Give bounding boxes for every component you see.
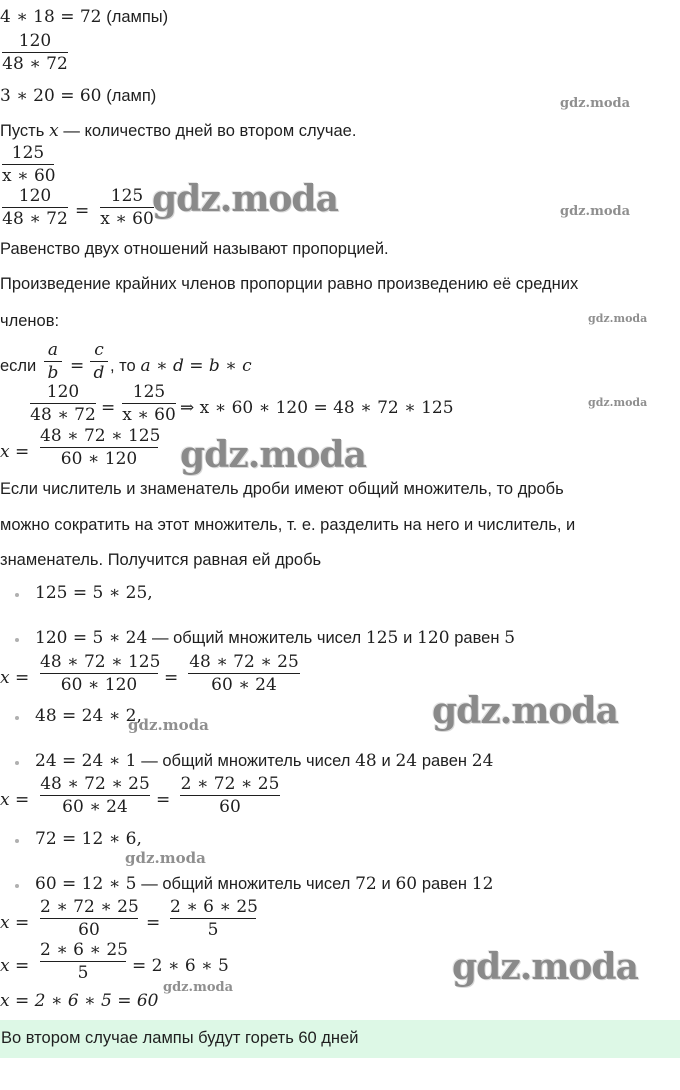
watermark: gdz.moda	[163, 980, 234, 995]
fraction-bar	[2, 52, 68, 53]
numerator: 125	[110, 186, 144, 206]
text: — общий множитель чисел	[141, 752, 351, 770]
bullet-dot	[15, 716, 19, 720]
watermark: gdz.moda	[452, 946, 638, 988]
proportion-definition: Равенство двух отношений называют пропорцией.	[0, 240, 389, 258]
denominator: 60 ∗ 120	[60, 449, 138, 469]
denominator: x ∗ 60	[100, 209, 154, 229]
equals-sign: =	[164, 668, 179, 688]
fraction-4	[100, 186, 154, 229]
cross-multiplication: ⇒ x ∗ 60 ∗ 120 = 48 ∗ 72 ∗ 125	[180, 398, 454, 418]
fraction-bar	[2, 207, 68, 208]
math-expr: a ∗ d = b ∗ c	[140, 356, 252, 376]
numerator: a	[47, 340, 59, 360]
text: и	[403, 629, 413, 647]
fraction-bar	[40, 961, 126, 962]
x-equals: x =	[0, 956, 30, 976]
numerator: 125	[132, 382, 166, 402]
text: — общий множитель чисел	[141, 875, 351, 893]
denominator: b	[47, 363, 59, 383]
denominator: 5	[207, 920, 219, 940]
math-expr: 60 = 12 ∗ 5	[35, 874, 137, 894]
fraction-6	[122, 382, 176, 425]
bullet-dot	[15, 884, 19, 888]
watermark: gdz.moda	[432, 690, 618, 732]
x-equals: x =	[0, 790, 30, 810]
numerator: 48 ∗ 72 ∗ 25	[40, 774, 150, 794]
variable: x	[49, 121, 59, 141]
bullet-item: 72 = 12 ∗ 6,	[35, 829, 142, 849]
bullet-dot	[15, 839, 19, 843]
math-expr: 4 ∗ 18 = 72	[0, 7, 102, 27]
numerator: 2 ∗ 72 ∗ 25	[40, 897, 139, 917]
fraction-c-d	[90, 340, 108, 383]
fraction-bar	[122, 403, 176, 404]
fraction-bar	[100, 207, 154, 208]
reduction-rule-line-3: знаменатель. Получится равная ей дробь	[0, 551, 322, 569]
fraction-12	[40, 897, 138, 940]
fraction-bar	[170, 918, 256, 919]
number: 12	[471, 874, 494, 894]
fraction-bar	[40, 795, 150, 796]
denominator: 5	[77, 963, 89, 983]
numerator: 120	[46, 382, 80, 402]
fraction-bar	[188, 673, 300, 674]
bullet-item: 48 = 24 ∗ 2,	[35, 706, 142, 726]
final-result: x = 2 ∗ 6 ∗ 5 = 60	[0, 991, 159, 1011]
reduction-rule-line-1: Если числитель и знаменатель дроби имеют общий множитель, то дробь	[0, 480, 564, 498]
answer-text: Во втором случае лампы будут гореть 60 дней	[1, 1029, 359, 1047]
x-equals: x =	[0, 913, 30, 933]
math-expr: 24 = 24 ∗ 1	[35, 751, 137, 771]
equals-sign: =	[156, 790, 171, 810]
text: равен	[454, 629, 500, 647]
watermark: gdz.moda	[560, 204, 631, 219]
fraction-9	[188, 652, 300, 695]
equals-sign: =	[101, 398, 116, 418]
bullet-item	[35, 627, 515, 649]
watermark: gdz.moda	[588, 312, 648, 325]
line-let-x	[0, 120, 356, 142]
bullet-item	[35, 873, 493, 895]
numerator: 48 ∗ 72 ∗ 25	[189, 652, 299, 672]
numerator: 120	[18, 186, 52, 206]
fraction-bar	[40, 918, 138, 919]
numerator: 2 ∗ 6 ∗ 25	[40, 940, 128, 960]
denominator: 60 ∗ 24	[211, 675, 277, 695]
fraction-bar	[40, 447, 158, 448]
fraction-a-b	[44, 340, 62, 383]
fraction-5	[30, 382, 96, 425]
equals-sign: =	[75, 201, 90, 221]
watermark: gdz.moda	[125, 849, 206, 867]
number: 72	[355, 874, 377, 894]
fraction-bar	[44, 361, 62, 362]
math-expr: 120 = 5 ∗ 24	[35, 628, 148, 648]
denominator: 60	[219, 797, 241, 817]
fraction-bar	[2, 164, 54, 165]
text: если	[0, 357, 37, 375]
fraction-7	[40, 426, 161, 469]
fraction-14	[40, 940, 126, 983]
number: 5	[504, 628, 516, 648]
denominator: 60	[78, 920, 100, 940]
text: (ламп)	[106, 87, 157, 105]
text: — общий множитель чисел	[152, 629, 362, 647]
text: и	[381, 752, 391, 770]
denominator: x ∗ 60	[122, 405, 176, 425]
math-expr: = 2 ∗ 6 ∗ 5	[132, 956, 229, 976]
bullet-item: 125 = 5 ∗ 25,	[35, 583, 153, 603]
denominator: 48 ∗ 72	[2, 54, 68, 74]
text: и	[381, 875, 391, 893]
text: — количество дней во втором случае.	[63, 122, 357, 140]
text: Пусть	[0, 122, 45, 140]
denominator: d	[93, 363, 105, 383]
denominator: x ∗ 60	[2, 166, 56, 186]
equals-sign: =	[70, 356, 85, 376]
numerator: 2 ∗ 72 ∗ 25	[180, 774, 280, 794]
numerator: 125	[11, 143, 45, 163]
numerator: c	[94, 340, 104, 360]
math-expr: 3 ∗ 20 = 60	[0, 86, 102, 106]
bullet-dot	[15, 638, 19, 642]
number: 24	[395, 751, 418, 771]
equals-sign: =	[146, 913, 161, 933]
watermark: gdz.moda	[588, 396, 648, 409]
line-lamps-1	[0, 6, 168, 28]
x-equals: x =	[0, 442, 30, 462]
denominator: 48 ∗ 72	[30, 405, 96, 425]
bullet-dot	[15, 593, 19, 597]
text: равен	[421, 752, 468, 770]
fraction-3	[2, 186, 68, 229]
number: 24	[471, 751, 494, 771]
denominator: 48 ∗ 72	[2, 209, 68, 229]
fraction-bar	[30, 403, 96, 404]
fraction-bar	[180, 795, 280, 796]
fraction-2	[2, 143, 54, 186]
if-then	[110, 355, 252, 377]
fraction-1	[2, 31, 68, 74]
bullet-item	[35, 750, 493, 772]
answer-box	[0, 1020, 680, 1058]
number: 60	[395, 874, 418, 894]
denominator: 60 ∗ 120	[60, 675, 138, 695]
number: 125	[365, 628, 399, 648]
text: (лампы)	[106, 8, 169, 26]
proportion-rule-line-2: членов:	[0, 312, 60, 330]
line-lamps-2	[0, 85, 156, 107]
watermark: gdz.moda	[180, 434, 366, 476]
x-equals: x =	[0, 668, 30, 688]
reduction-rule-line-2: можно сократить на этот множитель, т. е. разделить на него и числитель, и	[0, 516, 576, 534]
fraction-11	[180, 774, 280, 817]
watermark: gdz.moda	[152, 178, 338, 220]
bullet-dot	[15, 761, 19, 765]
text: , то	[110, 357, 136, 375]
fraction-8	[40, 652, 161, 695]
fraction-bar	[40, 673, 158, 674]
denominator: 60 ∗ 24	[62, 797, 128, 817]
watermark: gdz.moda	[560, 96, 631, 111]
proportion-rule-line-1: Произведение крайних членов пропорции равно произведению её средних	[0, 275, 579, 293]
numerator: 48 ∗ 72 ∗ 125	[40, 426, 161, 446]
fraction-13	[170, 897, 256, 940]
fraction-bar	[90, 361, 108, 362]
number: 120	[417, 628, 450, 648]
watermark: gdz.moda	[128, 716, 209, 734]
numerator: 2 ∗ 6 ∗ 25	[170, 897, 258, 917]
numerator: 48 ∗ 72 ∗ 125	[40, 652, 161, 672]
text: равен	[421, 875, 468, 893]
number: 48	[355, 751, 377, 771]
fraction-10	[40, 774, 150, 817]
numerator: 120	[18, 31, 52, 51]
